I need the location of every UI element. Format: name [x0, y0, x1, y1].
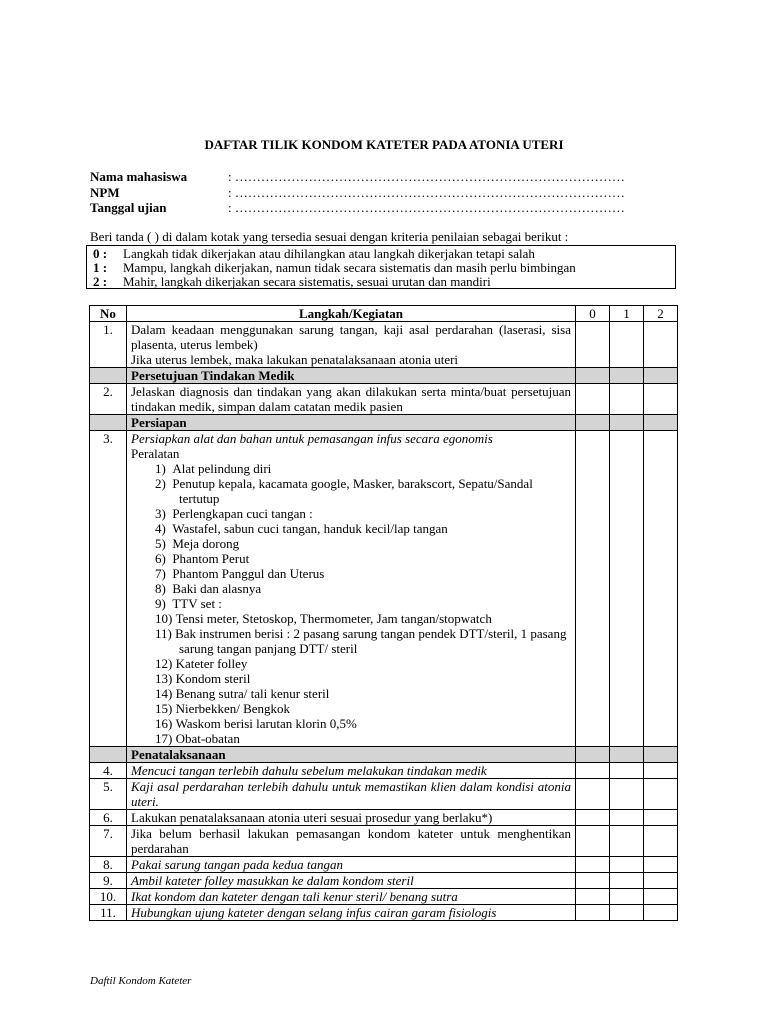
list-item: 10) Tensi meter, Stetoskop, Thermometer, Jam tangan/stopwatch — [155, 611, 492, 626]
list-item: 5) Meja dorong — [155, 536, 240, 551]
score-cell-0[interactable] — [576, 431, 610, 747]
instruction-text: Beri tanda ( ) di dalam kotak yang tersedia sesuai dengan kriteria penilaian sebagai berikut : — [90, 229, 569, 244]
info-label: Nama mahasiswa — [90, 169, 188, 184]
info-field-date — [90, 200, 625, 216]
table-row — [90, 810, 678, 826]
list-item: 13) Kondom steril — [155, 671, 251, 686]
score-cell-2[interactable] — [644, 763, 678, 779]
criteria-box — [86, 245, 676, 289]
row-step — [127, 431, 576, 747]
section-row — [90, 747, 678, 763]
score-cell-1[interactable] — [610, 905, 644, 921]
criteria-row — [93, 274, 491, 290]
header-score-1: 1 — [610, 306, 644, 322]
criteria-text: Mahir, langkah dikerjakan secara sistematis, sesuai urutan dan mandiri — [123, 274, 491, 289]
score-cell-2[interactable] — [644, 857, 678, 873]
criteria-code: 0 : — [93, 246, 108, 261]
section-spacer — [90, 415, 127, 431]
list-item: 6) Phantom Perut — [155, 551, 250, 566]
list-item: 1) Alat pelindung diri — [155, 461, 272, 476]
step-text: Ambil kateter folley masukkan ke dalam kondom steril — [127, 873, 576, 889]
step-text: Mencuci tangan terlebih dahulu sebelum melakukan tindakan medik — [127, 763, 576, 779]
list-item: 16) Waskom berisi larutan klorin 0,5% — [155, 716, 357, 731]
table-row — [90, 873, 678, 889]
step-text: Dalam keadaan menggunakan sarung tangan, kaji asal perdarahan (laserasi, sisa plasenta, uterus lembek) — [131, 322, 571, 352]
list-item: 7) Phantom Panggul dan Uterus — [155, 566, 325, 581]
row-number: 7. — [90, 826, 127, 857]
score-cell-0[interactable] — [576, 873, 610, 889]
section-title: Persetujuan Tindakan Medik — [127, 368, 576, 384]
section-spacer — [610, 368, 644, 384]
score-cell-1[interactable] — [610, 857, 644, 873]
table-row — [90, 857, 678, 873]
table-row — [90, 779, 678, 810]
score-cell-0[interactable] — [576, 826, 610, 857]
step-text: Lakukan penatalaksanaan atonia uteri sesuai prosedur yang berlaku*) — [127, 810, 576, 826]
row-number: 8. — [90, 857, 127, 873]
row-number: 6. — [90, 810, 127, 826]
row-number: 1. — [90, 322, 127, 368]
row-number: 2. — [90, 384, 127, 415]
score-cell-0[interactable] — [576, 322, 610, 368]
section-spacer — [576, 415, 610, 431]
section-row — [90, 368, 678, 384]
section-spacer — [610, 415, 644, 431]
criteria-text: Langkah tidak dikerjakan atau dihilangkan atau langkah dikerjakan tetapi salah — [123, 246, 535, 261]
list-item: 12) Kateter folley — [155, 656, 248, 671]
table-row — [90, 889, 678, 905]
criteria-text: Mampu, langkah dikerjakan, namun tidak secara sistematis dan masih perlu bimbingan — [123, 260, 576, 275]
list-item: 11) Bak instrumen berisi : 2 pasang sarung tangan pendek DTT/steril, 1 pasang sarung tangan panjang DTT/ steril — [155, 626, 567, 656]
page-footer: Daftil Kondom Kateter — [90, 975, 192, 987]
score-cell-2[interactable] — [644, 384, 678, 415]
table-row — [90, 384, 678, 415]
score-cell-1[interactable] — [610, 779, 644, 810]
score-cell-0[interactable] — [576, 889, 610, 905]
section-row — [90, 415, 678, 431]
score-cell-1[interactable] — [610, 431, 644, 747]
score-cell-1[interactable] — [610, 763, 644, 779]
table-header-row — [90, 306, 678, 322]
header-no: No — [90, 306, 127, 322]
score-cell-1[interactable] — [610, 826, 644, 857]
step-subheading: Peralatan — [131, 446, 180, 461]
table-row — [90, 322, 678, 368]
info-field-npm — [90, 185, 625, 201]
header-step: Langkah/Kegiatan — [127, 306, 576, 322]
list-item: 9) TTV set : — [155, 596, 222, 611]
score-cell-0[interactable] — [576, 763, 610, 779]
header-score-0: 0 — [576, 306, 610, 322]
score-cell-2[interactable] — [644, 810, 678, 826]
section-spacer — [610, 747, 644, 763]
score-cell-1[interactable] — [610, 384, 644, 415]
criteria-code: 2 : — [93, 274, 108, 289]
score-cell-2[interactable] — [644, 322, 678, 368]
criteria-code: 1 : — [93, 260, 108, 275]
list-item: 15) Nierbekken/ Bengkok — [155, 701, 291, 716]
step-text: Kaji asal perdarahan terlebih dahulu untuk memastikan klien dalam kondisi atonia uteri. — [127, 779, 576, 810]
info-label: NPM — [90, 185, 120, 200]
row-number: 4. — [90, 763, 127, 779]
section-spacer — [644, 747, 678, 763]
step-text: Jelaskan diagnosis dan tindakan yang akan dilakukan serta minta/buat persetujuan tindakan medik, simpan dalam catatan medik pasien — [127, 384, 576, 415]
section-spacer — [90, 747, 127, 763]
score-cell-0[interactable] — [576, 810, 610, 826]
document-title: DAFTAR TILIK KONDOM KATETER PADA ATONIA UTERI — [204, 137, 564, 152]
table-row — [90, 763, 678, 779]
list-item: 14) Benang sutra/ tali kenur steril — [155, 686, 330, 701]
score-cell-1[interactable] — [610, 889, 644, 905]
info-value-blank: : ……………………………………………………………………………… — [228, 185, 625, 200]
section-spacer — [644, 368, 678, 384]
header-score-2: 2 — [644, 306, 678, 322]
score-cell-2[interactable] — [644, 779, 678, 810]
step-text: Hubungkan ujung kateter dengan selang infus cairan garam fisiologis — [127, 905, 576, 921]
section-spacer — [576, 368, 610, 384]
section-title: Persiapan — [127, 415, 576, 431]
score-cell-0[interactable] — [576, 779, 610, 810]
step-text: Ikat kondom dan kateter dengan tali kenur steril/ benang sutra — [127, 889, 576, 905]
section-title: Penatalaksanaan — [127, 747, 576, 763]
row-number: 10. — [90, 889, 127, 905]
row-number: 3. — [90, 431, 127, 747]
row-number: 9. — [90, 873, 127, 889]
list-item: 8) Baki dan alasnya — [155, 581, 262, 596]
list-item: 17) Obat-obatan — [155, 731, 240, 746]
info-field-name — [90, 169, 625, 185]
row-step — [127, 322, 576, 368]
step-text: Jika belum berhasil lakukan pemasangan kondom kateter untuk menghentikan perdarahan — [127, 826, 576, 857]
score-cell-1[interactable] — [610, 810, 644, 826]
score-cell-1[interactable] — [610, 873, 644, 889]
score-cell-0[interactable] — [576, 384, 610, 415]
score-cell-2[interactable] — [644, 889, 678, 905]
info-value-blank: : ……………………………………………………………………………… — [228, 200, 625, 215]
table-row — [90, 905, 678, 921]
list-item: 3) Perlengkapan cuci tangan : — [155, 506, 313, 521]
table-row — [90, 826, 678, 857]
score-cell-1[interactable] — [610, 322, 644, 368]
table-row — [90, 431, 678, 747]
equipment-list — [131, 461, 571, 746]
row-number: 5. — [90, 779, 127, 810]
checklist-table — [89, 305, 678, 921]
section-spacer — [644, 415, 678, 431]
row-number: 11. — [90, 905, 127, 921]
score-cell-2[interactable] — [644, 826, 678, 857]
score-cell-2[interactable] — [644, 431, 678, 747]
list-item: 2) Penutup kepala, kacamata google, Masker, barakscort, Sepatu/Sandal tertutup — [155, 476, 533, 506]
section-spacer — [576, 747, 610, 763]
step-text: Pakai sarung tangan pada kedua tangan — [127, 857, 576, 873]
list-item: 4) Wastafel, sabun cuci tangan, handuk kecil/lap tangan — [155, 521, 448, 536]
score-cell-2[interactable] — [644, 873, 678, 889]
info-label: Tanggal ujian — [90, 200, 167, 215]
score-cell-2[interactable] — [644, 905, 678, 921]
step-text: Persiapkan alat dan bahan untuk pemasangan infus secara egonomis — [131, 431, 493, 446]
score-cell-0[interactable] — [576, 905, 610, 921]
step-text: Jika uterus lembek, maka lakukan penatalaksanaan atonia uteri — [131, 352, 459, 367]
section-spacer — [90, 368, 127, 384]
score-cell-0[interactable] — [576, 857, 610, 873]
info-value-blank: : ……………………………………………………………………………… — [228, 169, 625, 184]
